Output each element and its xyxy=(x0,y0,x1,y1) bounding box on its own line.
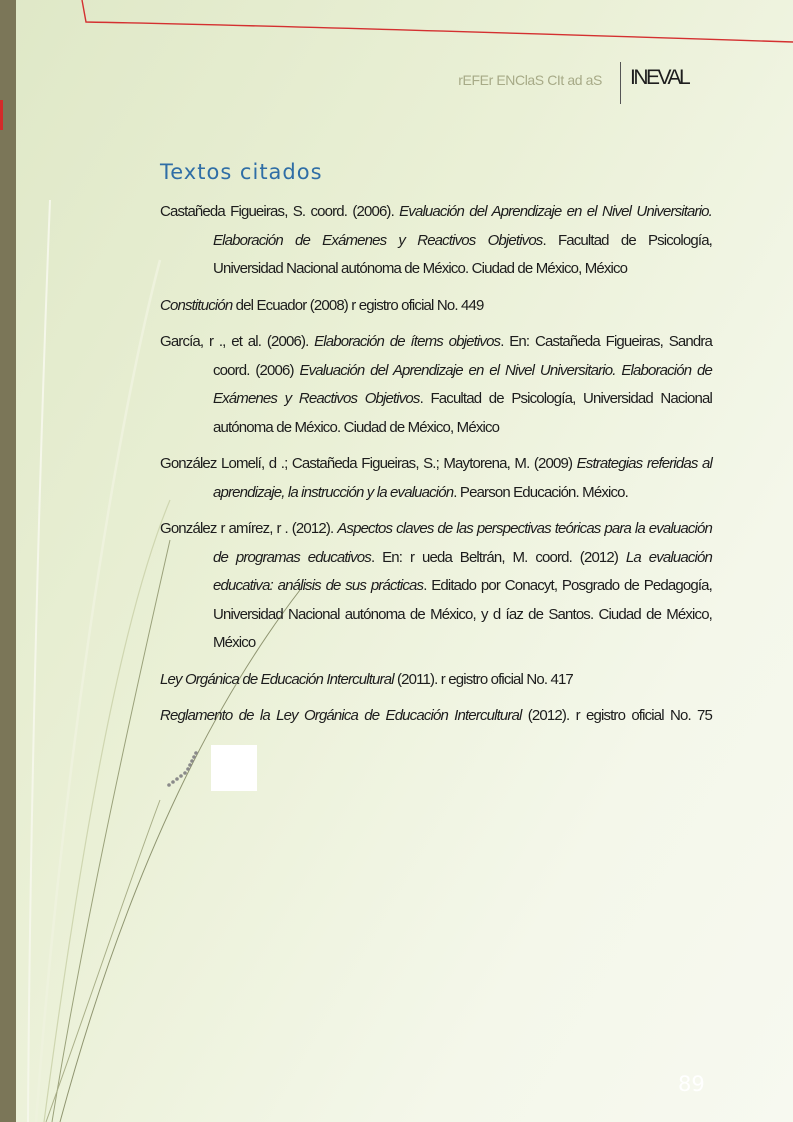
reference-text: . En: Castañeda Figueiras, Sandra coord. (2006) xyxy=(213,333,713,379)
red-edge-mark xyxy=(0,100,3,130)
reference-text: (2012). r egistro oficial No. 75 xyxy=(521,707,712,724)
reference-list xyxy=(160,198,712,785)
reference-title: Estrategias referidas al aprendizaje, la instrucción y la evaluación xyxy=(213,455,712,501)
ineval-logo: INEVAL xyxy=(630,66,689,89)
reference-text: . Editado por Conacyt, Posgrado de Pedagogía, Universidad Nacional autónoma de México, y d íaz de Santos. Ciudad de México, México xyxy=(213,577,712,651)
section-title: Textos citados xyxy=(160,160,323,184)
reference-title: Elaboración de ítems objetivos xyxy=(314,333,501,350)
reference-title: La evaluación educativa: análisis de sus prácticas xyxy=(213,548,712,594)
reference-text: . En: r ueda Beltrán, M. coord. (2012) xyxy=(370,548,626,566)
reference-title: Constitución xyxy=(160,296,233,314)
inline-image-thumbnail xyxy=(211,745,257,791)
reference-text: González r amírez, r . (2012). xyxy=(160,520,338,537)
reference-text: . Facultad de Psicología, Universidad Nacional autónoma de México. Ciudad de México, México xyxy=(213,231,713,277)
reference-text: (2011). r egistro oficial No. 417 xyxy=(393,670,573,688)
reference-title: Evaluación del Aprendizaje en el Nivel Universitario. Elaboración de Exámenes y Reactivos Objetivos xyxy=(213,361,713,407)
reference-title: Evaluación del Aprendizaje en el Nivel Universitario. Elaboración de Exámenes y Reactivos Objetivos xyxy=(213,203,712,249)
left-margin-bar xyxy=(0,0,16,1122)
reference-entry xyxy=(160,328,712,442)
reference-entry xyxy=(160,450,712,507)
reference-title: Reglamento de la Ley Orgánica de Educación Intercultural xyxy=(160,707,522,724)
reference-entry xyxy=(160,702,712,777)
reference-text: . Facultad de Psicología, Universidad Nacional autónoma de México. Ciudad de México, México xyxy=(213,390,712,436)
running-header: rEFEr ENClaS CIt ad aS xyxy=(458,72,602,88)
reference-text: . Pearson Educación. México. xyxy=(453,483,628,501)
header-divider xyxy=(620,62,621,104)
page-number: 89 xyxy=(678,1072,705,1096)
reference-title: Ley Orgánica de Educación Intercultural xyxy=(160,670,394,688)
reference-entry xyxy=(160,515,712,658)
reference-entry xyxy=(160,666,712,695)
reference-entry xyxy=(160,292,712,321)
reference-entry xyxy=(160,198,712,284)
reference-text: González Lomelí, d .; Castañeda Figueiras, S.; Maytorena, M. (2009) xyxy=(160,455,577,472)
reference-text: Castañeda Figueiras, S. coord. (2006). xyxy=(160,203,400,220)
reference-text: del Ecuador (2008) r egistro oficial No. 449 xyxy=(232,296,484,314)
reference-text: García, r ., et al. (2006). xyxy=(160,333,315,350)
reference-title: Aspectos claves de las perspectivas teóricas para la evaluación de programas educativos xyxy=(213,520,712,566)
